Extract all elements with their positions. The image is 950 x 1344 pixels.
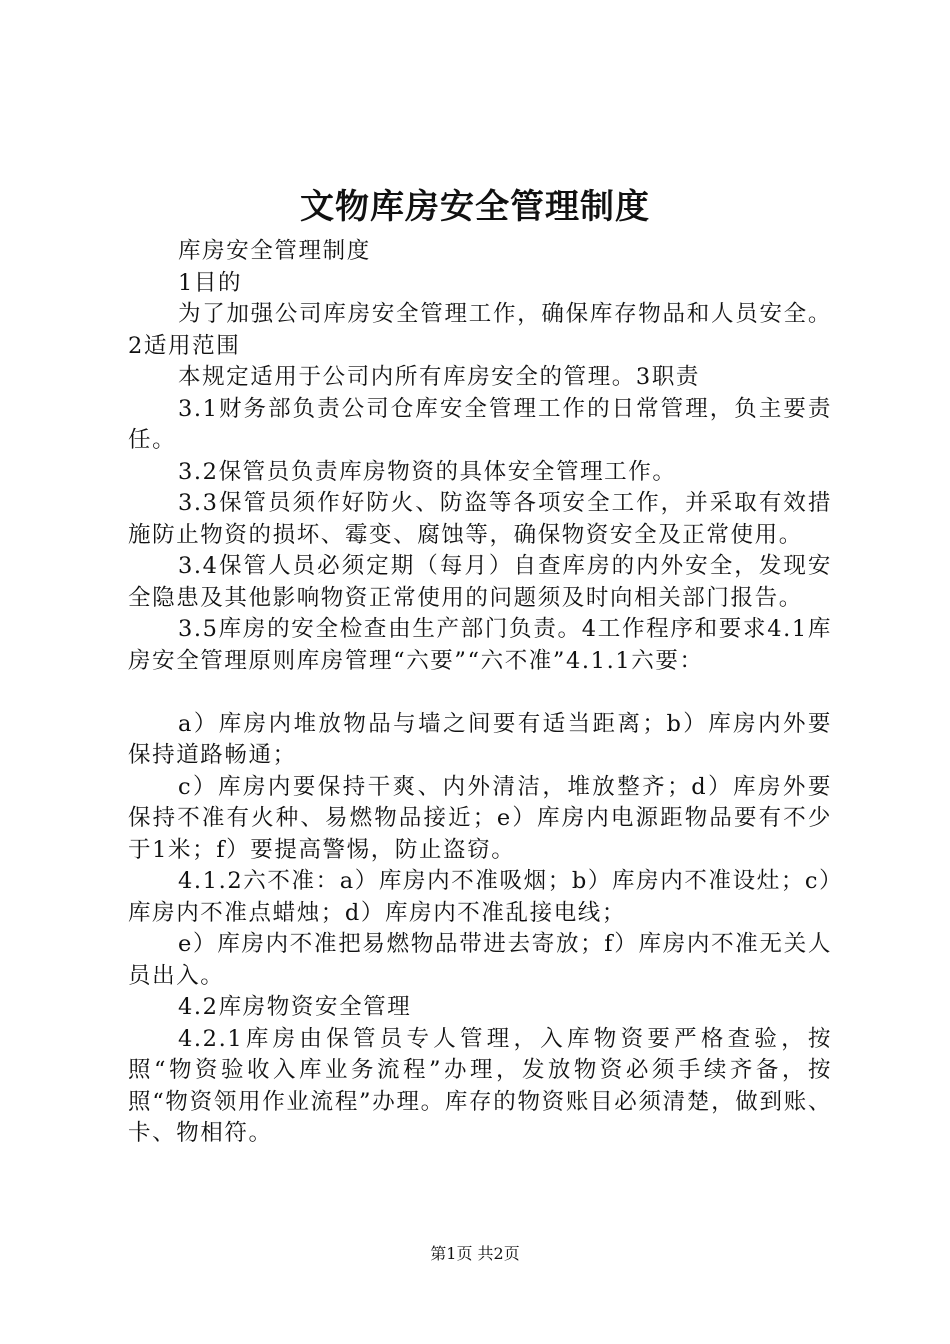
paragraph: 3.4保管人员必须定期（每月）自查库房的内外安全，发现安全隐患及其他影响物资正常使用的问题须及时向相关部门报告。	[128, 553, 832, 611]
paragraph: 为了加强公司库房安全管理工作，确保库存物品和人员安全。2适用范围	[128, 301, 832, 359]
paragraph: c）库房内要保持干爽、内外清洁，堆放整齐；d）库房外要保持不准有火种、易燃物品接近；e）库房内电源距物品要有不少于1米；f）要提高警惕，防止盗窃。	[128, 773, 832, 863]
paragraph: 本规定适用于公司内所有库房安全的管理。3职责	[178, 364, 701, 390]
paragraph: e）库房内不准把易燃物品带进去寄放；f）库房内不准无关人员出入。	[128, 931, 832, 989]
document-body	[128, 236, 832, 1150]
paragraph: 4.2库房物资安全管理	[178, 994, 412, 1020]
paragraph: 3.5库房的安全检查由生产部门负责。4工作程序和要求4.1库房安全管理原则库房管理“六要”“六不准”4.1.1六要：	[128, 616, 832, 674]
paragraph: 3.2保管员负责库房物资的具体安全管理工作。	[178, 458, 677, 485]
paragraph: 3.3保管员须作好防火、防盗等各项安全工作，并采取有效措施防止物资的损坏、霉变、腐蚀等，确保物资安全及正常使用。	[128, 490, 832, 548]
paragraph: 库房安全管理制度	[178, 238, 371, 264]
paragraph: 3.1财务部负责公司仓库安全管理工作的日常管理，负主要责任。	[128, 395, 832, 453]
page-footer: 第1页 共2页	[430, 1244, 520, 1263]
paragraph: 4.2.1库房由保管员专人管理，入库物资要严格查验，按照“物资验收入库业务流程”办理，发放物资必须手续齐备，按照“物资领用作业流程”办理。库存的物资账目必须清楚，做到账、卡、物相符。	[128, 1025, 832, 1146]
paragraph: a）库房内堆放物品与墙之间要有适当距离；b）库房内外要保持道路畅通；	[128, 710, 832, 768]
paragraph: 4.1.2六不准：a）库房内不准吸烟；b）库房内不准设灶；c）库房内不准点蜡烛；d）库房内不准乱接电线；	[128, 868, 832, 926]
document-title: 文物库房安全管理制度	[300, 187, 650, 227]
paragraph: 1目的	[178, 269, 243, 296]
